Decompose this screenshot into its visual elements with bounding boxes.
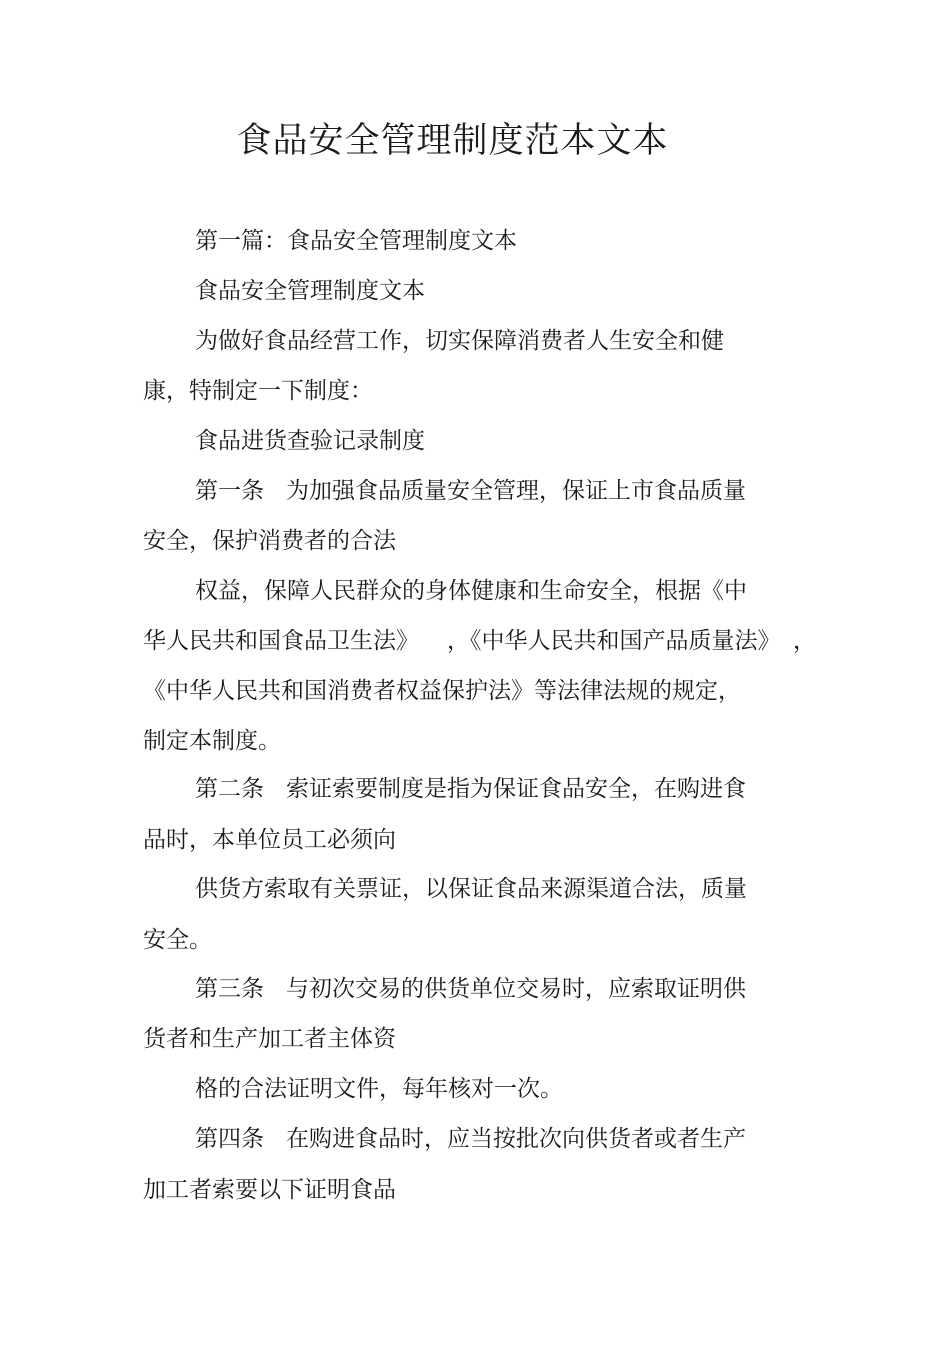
paragraph-line: 安全，保护消费者的合法 (143, 528, 396, 554)
paragraph-line: 加工者索要以下证明食品 (143, 1177, 396, 1203)
paragraph-line: 康，特制定一下制度： (143, 378, 373, 404)
paragraph-line: 货者和生产加工者主体资 (143, 1026, 396, 1052)
article-text: 在购进食品时，应当按批次向供货者或者生产 (286, 1126, 746, 1152)
article-text: 为加强食品质量安全管理，保证上市食品质量 (286, 478, 746, 504)
paragraph-line: 格的合法证明文件，每年核对一次。 (195, 1076, 563, 1102)
article-number: 第一条 (195, 478, 264, 504)
trailing-comma: ， (793, 628, 816, 654)
document-title: 食品安全管理制度范本文本 (236, 121, 669, 161)
paragraph-line: 为做好食品经营工作，切实保障消费者人生安全和健 (195, 328, 724, 354)
paragraph-line: 第一篇：食品安全管理制度文本 (195, 228, 517, 254)
paragraph-line: 品时，本单位员工必须向 (143, 827, 396, 853)
paragraph-line: 《中华人民共和国消费者权益保护法》等法律法规的规定， (143, 678, 741, 704)
article-text: 索证索要制度是指为保证食品安全，在购进食 (286, 776, 746, 802)
paragraph-line: 权益，保障人民群众的身体健康和生命安全，根据《中 (195, 578, 747, 604)
law-reference: 华人民共和国食品卫生法》 (143, 628, 419, 654)
paragraph-line: 制定本制度。 (143, 728, 281, 754)
article-line (195, 973, 746, 1005)
article-line (195, 773, 746, 805)
article-number: 第三条 (195, 976, 264, 1002)
article-number: 第二条 (195, 776, 264, 802)
article-line (195, 475, 746, 507)
article-line (195, 1123, 746, 1155)
paragraph-line: 供货方索取有关票证，以保证食品来源渠道合法，质量 (195, 876, 747, 902)
section-heading: 食品进货查验记录制度 (195, 428, 425, 454)
paragraph-line: 安全。 (143, 927, 212, 953)
article-number: 第四条 (195, 1126, 264, 1152)
paragraph-line (143, 625, 781, 657)
article-text: 与初次交易的供货单位交易时，应索取证明供 (286, 976, 746, 1002)
law-reference: ，《中华人民共和国产品质量法》 (447, 628, 781, 654)
paragraph-line: 食品安全管理制度文本 (195, 278, 425, 304)
